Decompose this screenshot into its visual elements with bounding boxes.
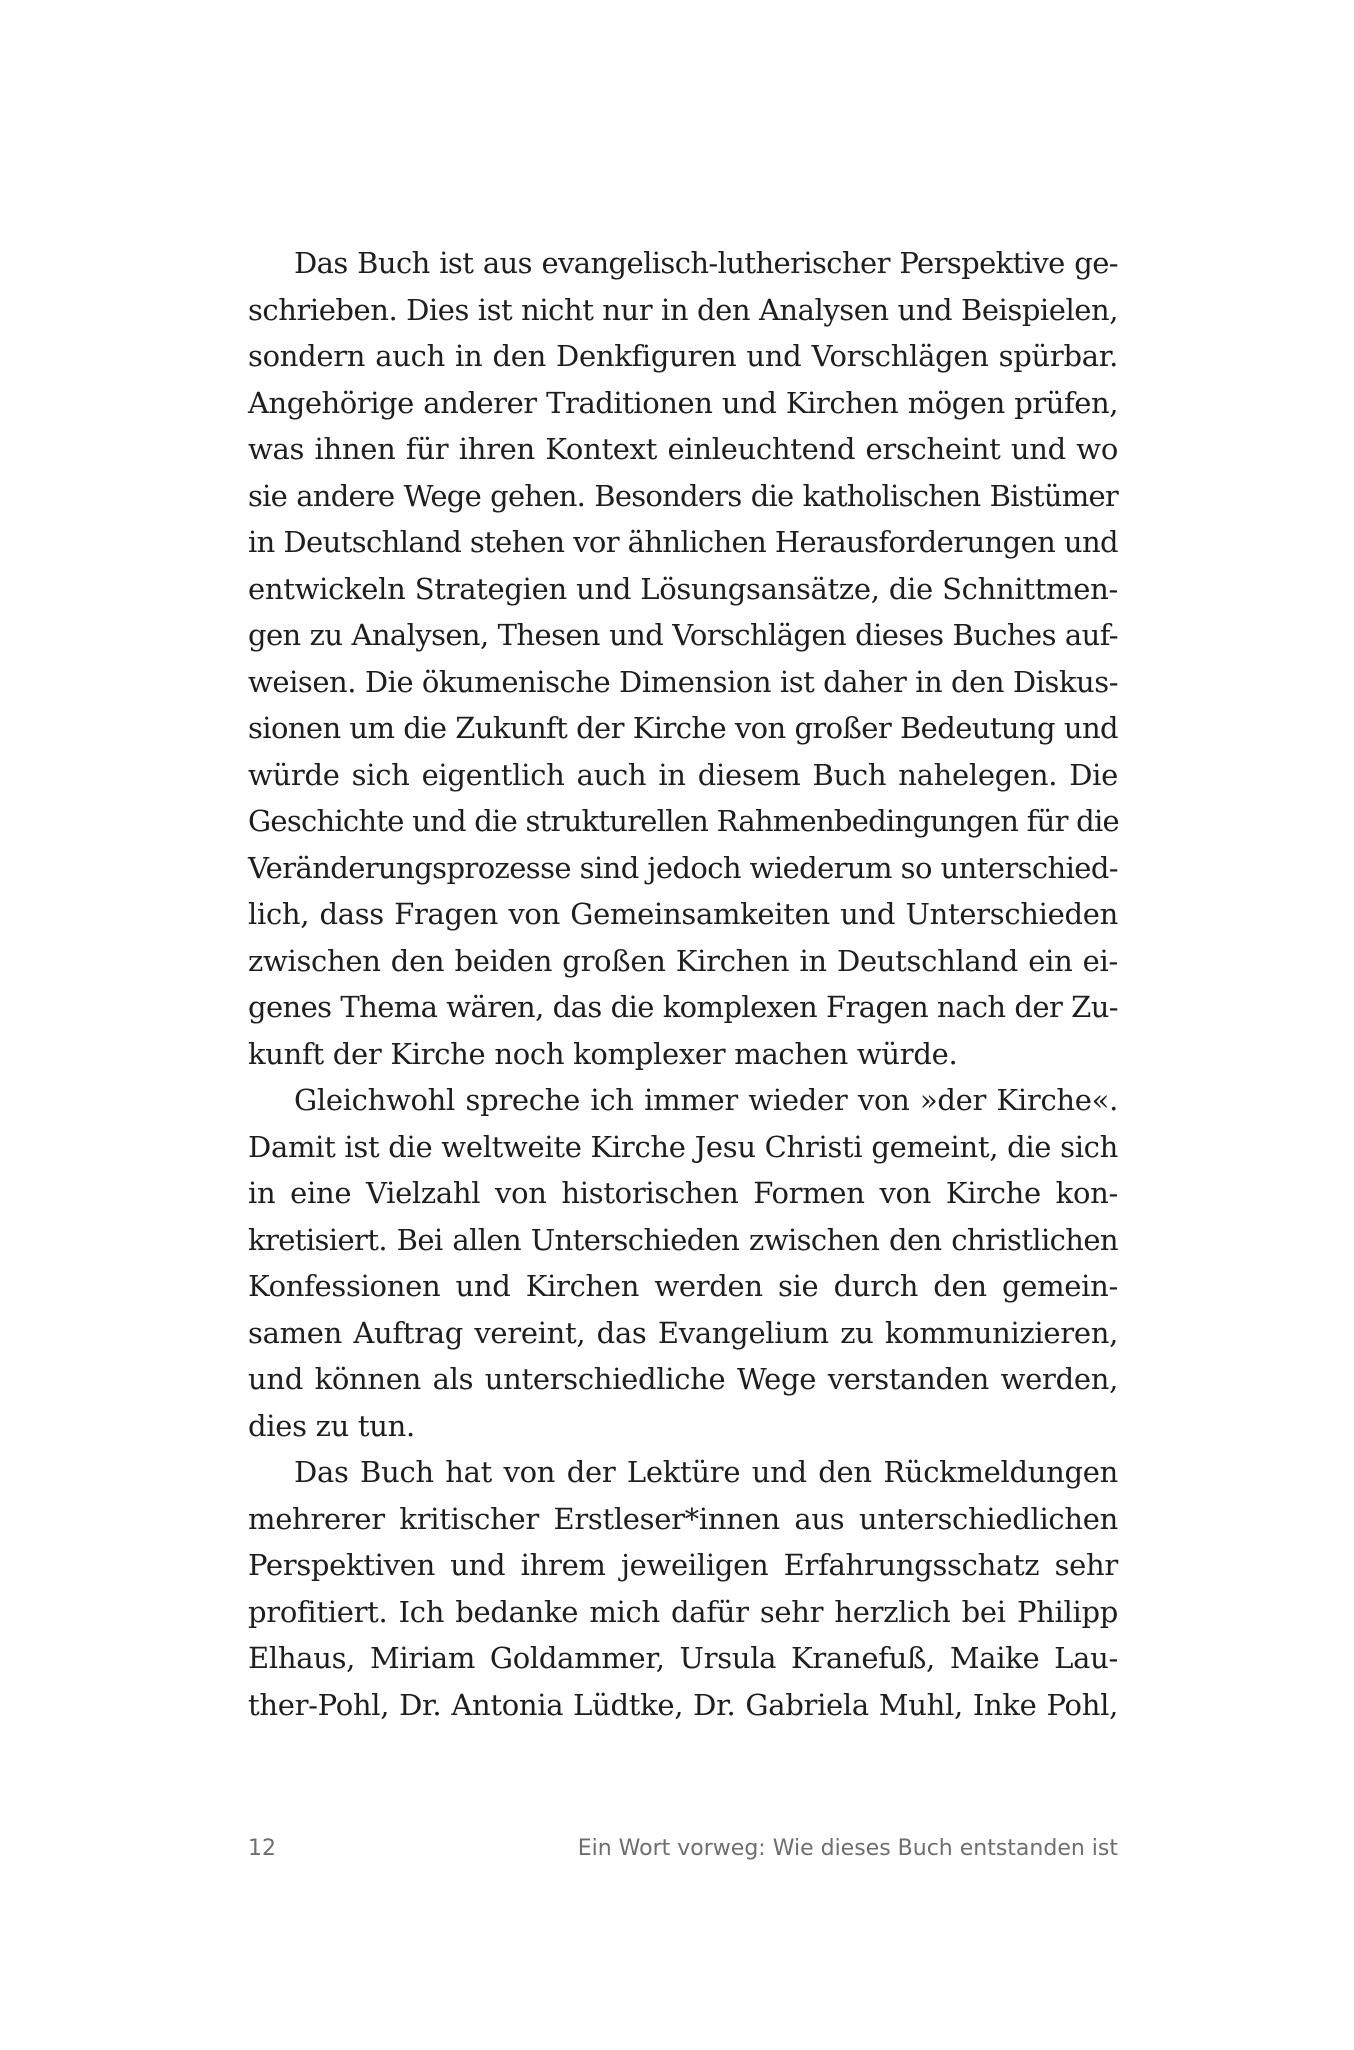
text-line: kretisiert. Bei allen Unterschieden zwischen den christlichen [248, 1222, 1118, 1257]
text-line: entwickeln Strategien und Lösungsansätze, die Schnittmen- [248, 571, 1118, 606]
text-line: mehrerer kritischer Erstleser*innen aus unterschiedlichen [248, 1501, 1118, 1536]
text-line: in eine Vielzahl von historischen Formen von Kirche kon- [248, 1176, 1118, 1210]
page-footer [248, 1836, 1118, 1870]
text-line: Geschichte und die strukturellen Rahmenbedingungen für die [248, 804, 1119, 838]
text-line: Das Buch hat von der Lektüre und den Rückmeldungen [294, 1455, 1118, 1489]
text-line: sionen um die Zukunft der Kirche von großer Bedeutung und [248, 711, 1118, 745]
text-line: was ihnen für ihren Kontext einleuchtend erscheint und wo [248, 432, 1118, 466]
paragraph [248, 240, 1118, 1077]
text-line: sondern auch in den Denkfiguren und Vorschlägen spürbar. [248, 339, 1118, 373]
text-line: lich, dass Fragen von Gemeinsamkeiten und Unterschieden [248, 897, 1118, 931]
page-number: 12 [248, 1836, 276, 1861]
text-line: gen zu Analysen, Thesen und Vorschlägen dieses Buches auf- [248, 618, 1118, 652]
running-head: Ein Wort vorweg: Wie dieses Buch entstanden ist [577, 1836, 1118, 1861]
text-line: Das Buch ist aus evangelisch-lutherischer Perspektive ge- [294, 246, 1118, 280]
paragraph [248, 1449, 1118, 1728]
text-line: schrieben. Dies ist nicht nur in den Analysen und Beispielen, [248, 292, 1118, 327]
text-line: genes Thema wären, das die komplexen Fragen nach der Zu- [248, 990, 1118, 1024]
body-text [248, 240, 1118, 1728]
text-line: Angehörige anderer Traditionen und Kirchen mögen prüfen, [248, 385, 1118, 420]
text-line: ther-Pohl, Dr. Antonia Lüdtke, Dr. Gabriela Muhl, Inke Pohl, [248, 1687, 1118, 1722]
text-line: und können als unterschiedliche Wege verstanden werden, [248, 1362, 1118, 1396]
text-line: Veränderungsprozesse sind jedoch wiederum so unterschied- [248, 850, 1118, 885]
text-line: Elhaus, Miriam Goldammer, Ursula Kranefuß, Maike Lau- [248, 1641, 1118, 1675]
text-line: zwischen den beiden großen Kirchen in Deutschland ein ei- [248, 943, 1118, 978]
paragraph [248, 1077, 1118, 1449]
text-line: profitiert. Ich bedanke mich dafür sehr herzlich bei Philipp [248, 1594, 1118, 1629]
text-line: Perspektiven und ihrem jeweiligen Erfahrungsschatz sehr [248, 1548, 1118, 1582]
text-line: würde sich eigentlich auch in diesem Buch nahelegen. Die [248, 757, 1118, 792]
text-line: kunft der Kirche noch komplexer machen würde. [248, 1036, 958, 1071]
text-line: Konfessionen und Kirchen werden sie durch den gemein- [248, 1269, 1118, 1303]
text-line: Gleichwohl spreche ich immer wieder von »der Kirche«. [294, 1083, 1118, 1117]
text-line: in Deutschland stehen vor ähnlichen Herausforderungen und [248, 525, 1118, 559]
text-line: weisen. Die ökumenische Dimension ist daher in den Diskus- [248, 664, 1119, 699]
text-line: samen Auftrag vereint, das Evangelium zu kommunizieren, [248, 1315, 1118, 1350]
text-line: Damit ist die weltweite Kirche Jesu Christi gemeint, die sich [248, 1129, 1118, 1164]
text-line: dies zu tun. [248, 1408, 415, 1443]
text-line: sie andere Wege gehen. Besonders die katholischen Bistümer [248, 478, 1118, 513]
